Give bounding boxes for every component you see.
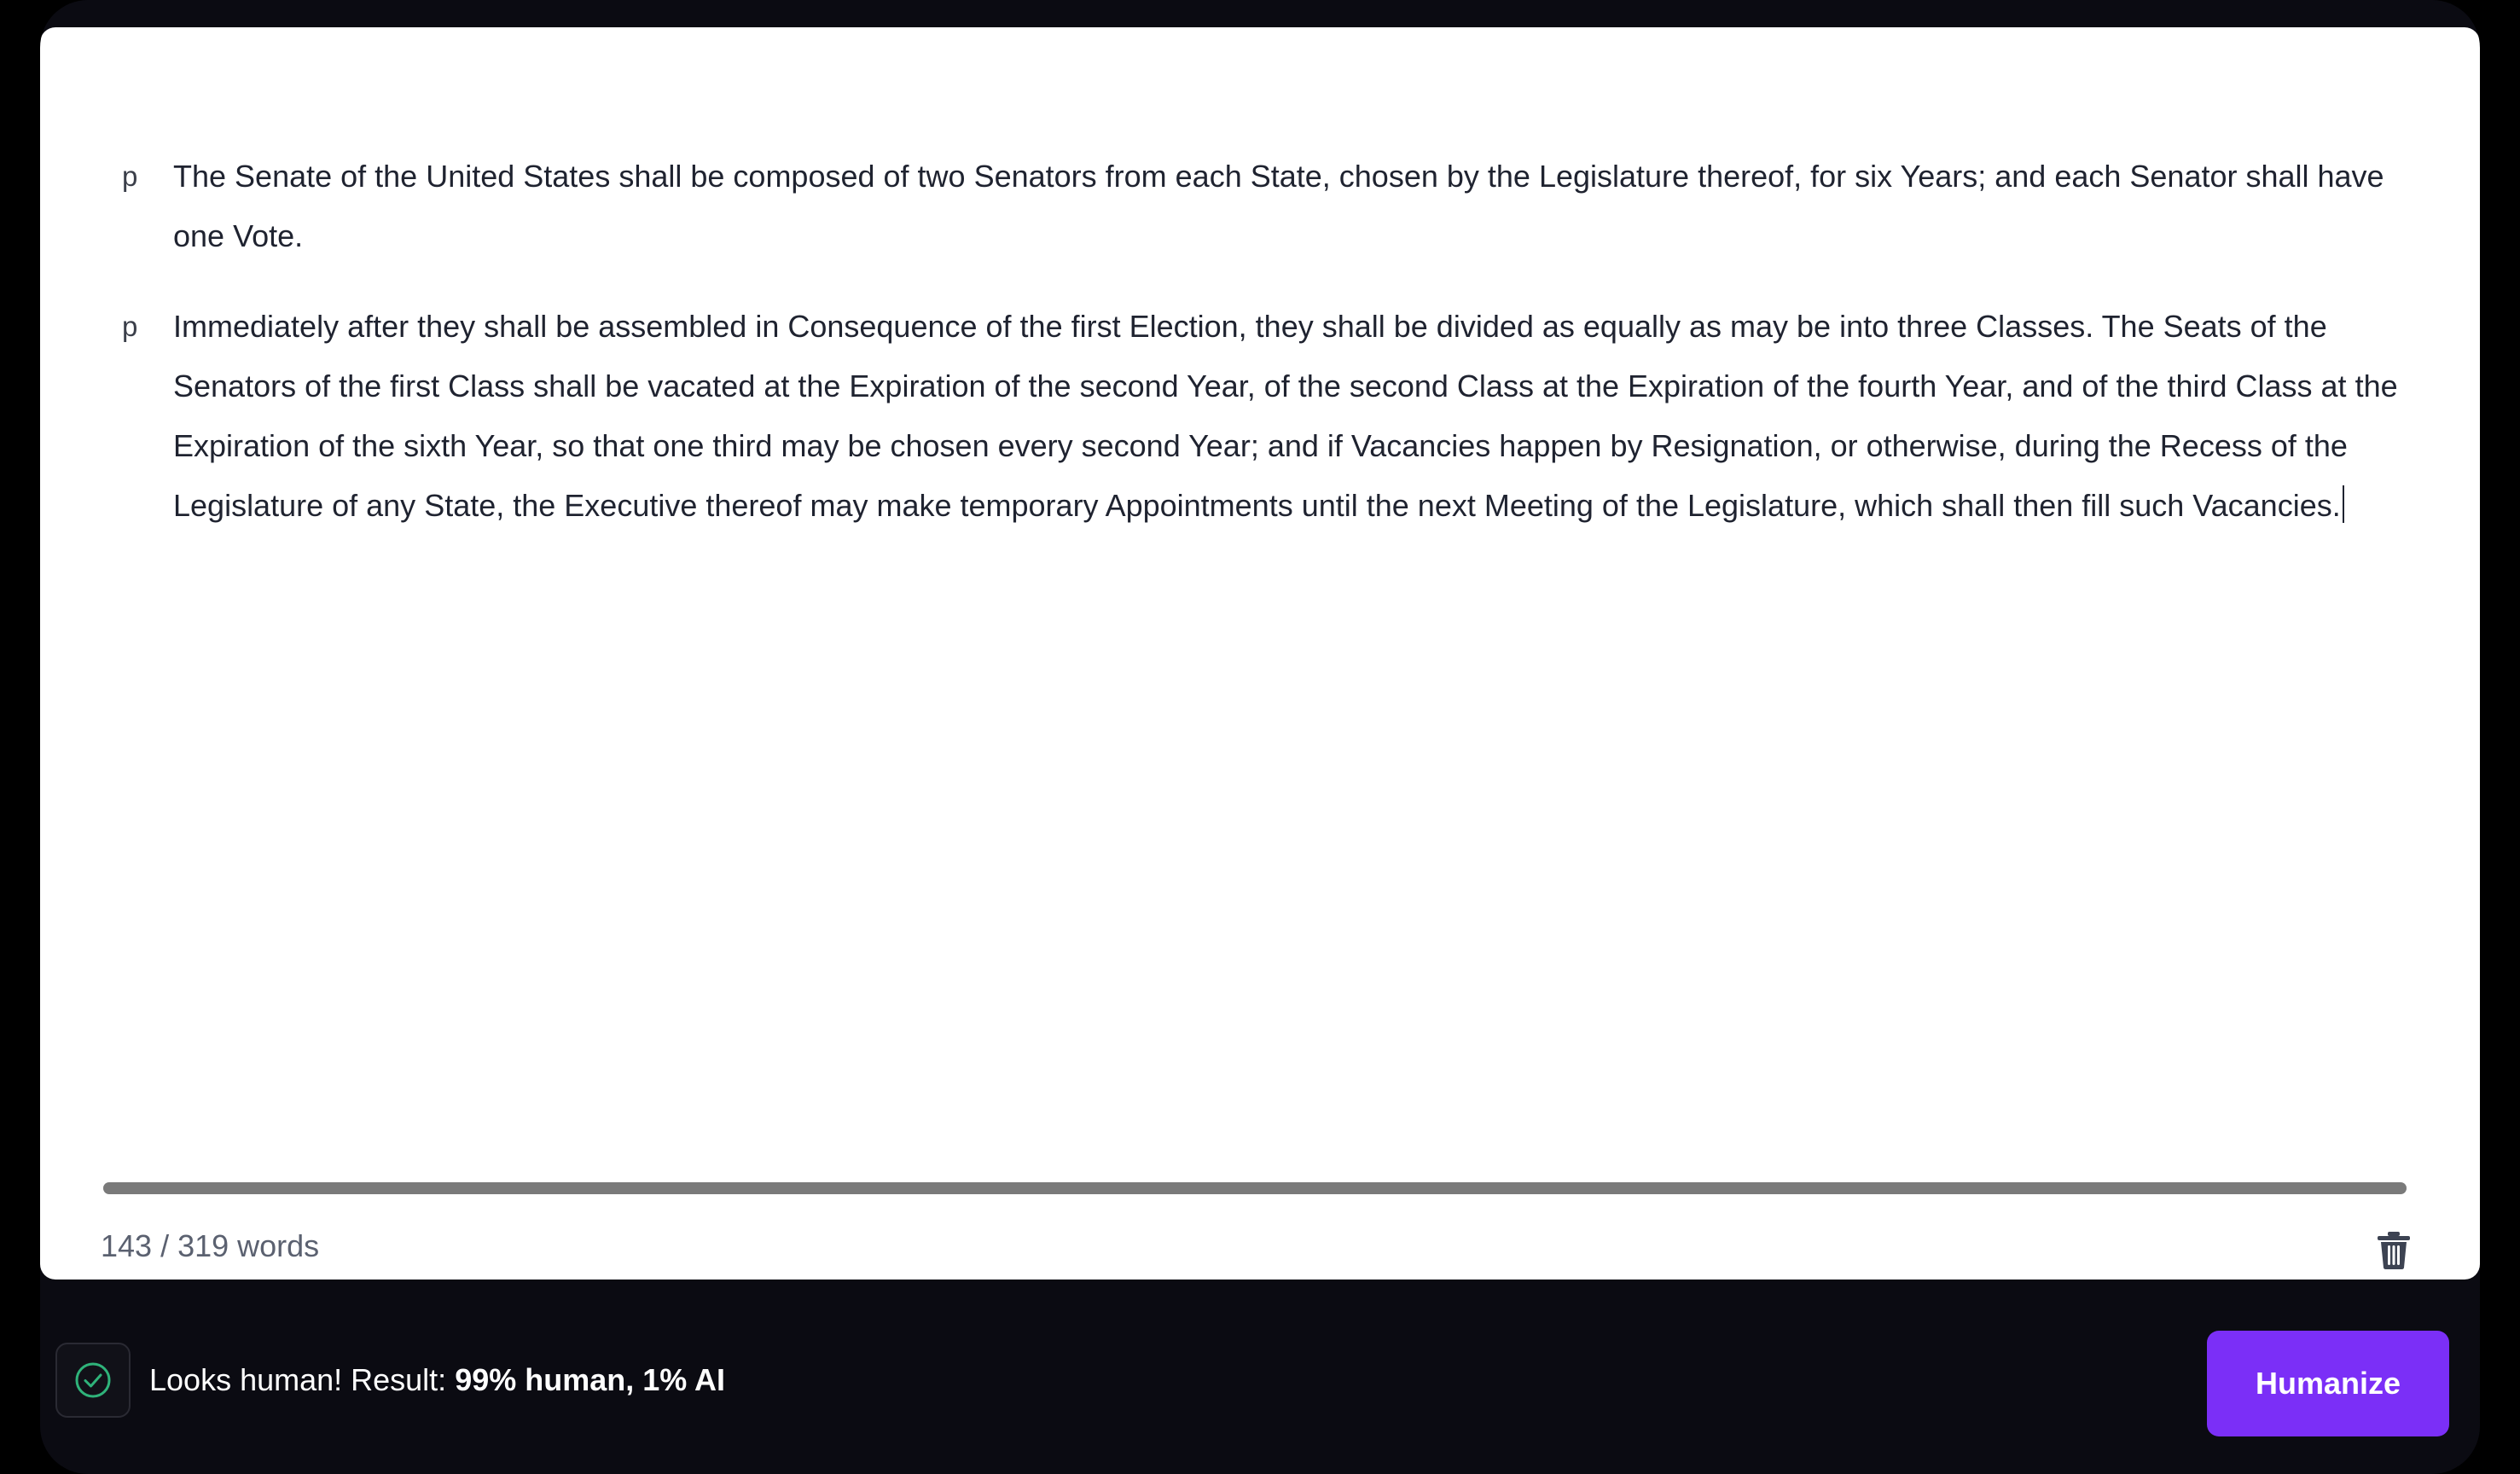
status-icon-box (55, 1343, 131, 1418)
paragraph-block[interactable] (122, 147, 2425, 266)
paragraph-text[interactable]: The Senate of the United States shall be composed of two Senators from each State, chosen by the Legislature thereof, for six Years; and each Senator shall have one Vote. (173, 159, 2384, 253)
trash-icon (2377, 1231, 2411, 1270)
horizontal-scrollbar[interactable] (103, 1182, 2407, 1194)
paragraph-marker: p (122, 310, 138, 342)
app-frame (40, 0, 2480, 1474)
status-result: 99% human, 1% AI (455, 1362, 725, 1397)
editor-card (40, 27, 2480, 1280)
word-count: 143 / 319 words (101, 1228, 320, 1263)
check-circle-icon (74, 1361, 112, 1399)
delete-button[interactable] (2373, 1228, 2414, 1273)
status-message (149, 1362, 725, 1398)
text-caret (2343, 485, 2344, 523)
detection-status (55, 1343, 725, 1418)
text-editor[interactable] (122, 147, 2425, 566)
scrollbar-thumb[interactable] (103, 1182, 2407, 1194)
paragraph-block[interactable] (122, 297, 2425, 536)
humanize-button[interactable]: Humanize (2207, 1331, 2449, 1436)
paragraph-text-content: Immediately after they shall be assembled in Consequence of the first Election, they shall be divided as equally as may be into three Classes. The Seats of the Senators of the first Class shall be vacated at the Expiration of the second Year, of the second Class at the Expiration of the fourth Year, and of the third Class at the Expiration of the sixth Year, so that one third may be chosen every second Year; and if Vacancies happen by Resignation, or otherwise, during the Recess of the Legislature of any State, the Executive thereof may make temporary Appointments until the next Meeting of the Legislature, which shall then fill such Vacancies. (173, 309, 2398, 523)
paragraph-marker: p (122, 160, 138, 192)
status-prefix: Looks human! Result: (149, 1362, 456, 1397)
paragraph-text[interactable] (173, 297, 2425, 536)
